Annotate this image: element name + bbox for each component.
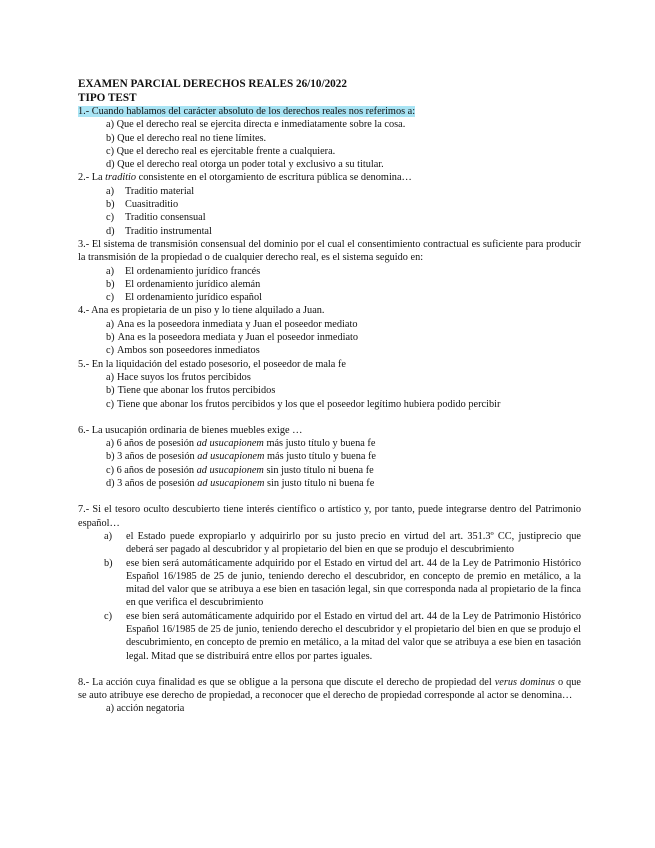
question-6 [78,424,581,490]
question-5 [78,358,581,411]
question-4 [78,304,581,357]
question-1-option-a: a) Que el derecho real se ejercita directa e inmediatamente sobre la cosa. [106,119,406,131]
question-3 [78,238,581,304]
question-7-option-c: c) ese bien será automáticamente adquirido por el Estado en virtud del art. 44 de la Ley de Patrimonio Histórico Español 16/1985 de 25 de junio, teniendo derecho el descubridor y el propietario del bien en que se produjo el descubrimiento, en concepto de premio en metálico, a la mitad del valor que se atribuya a ese bien en tasación legal. Mitad que se distribuirá entre ellos por partes iguales. [104,610,581,662]
question-3-option-b: b) El ordenamiento jurídico alemán [106,278,261,290]
question-7-option-b: b) ese bien será automáticamente adquirido por el Estado en virtud del art. 44 de la Ley de Patrimonio Histórico Español 16/1985 de 25 de junio, teniendo derecho el descubridor, en concepto de premio en metálico, a la mitad del valor que se atribuya a ese bien en tasación legal, sin que corresponda nada al propietario de la finca en que verifica el descubrimiento [104,557,581,609]
question-3-option-a: a) El ordenamiento jurídico francés [106,265,261,277]
question-5-option-b: b) Tiene que abonar los frutos percibidos [106,385,276,397]
question-7-option-a: a) el Estado puede expropiarlo y adquirirlo por su justo precio en virtud del art. 351.3º CC, justiprecio que deberá ser pagado al descubridor y al propietario del bien en que se produjo el descubrimiento [104,530,581,556]
question-3-option-c: c) El ordenamiento jurídico español [106,292,262,304]
question-5-option-a: a) Hace suyos los frutos percibidos [106,371,251,383]
exam-subtitle: TIPO TEST [78,92,137,104]
question-4-text: 4.- Ana es propietaria de un piso y lo tiene alquilado a Juan. [78,305,325,317]
exam-title: EXAMEN PARCIAL DERECHOS REALES 26/10/2022 [78,78,347,90]
question-2-option-a: a) Traditio material [106,185,195,197]
question-2-text: 2.- La traditio consistente en el otorgamiento de escritura pública se denomina… [78,172,412,184]
question-6-text: 6.- La usucapión ordinaria de bienes muebles exige … [78,424,303,436]
question-8-option-a: a) acción negatoria [106,703,185,715]
question-4-option-b: b) Ana es la poseedora mediata y Juan el poseedor inmediato [106,332,359,344]
question-2-option-d: d) Traditio instrumental [106,225,212,237]
question-1-option-b: b) Que el derecho real no tiene límites. [106,132,267,144]
question-2-option-c: c) Traditio consensual [106,212,206,224]
question-5-option-c: c) Tiene que abonar los frutos percibidos y los que el poseedor legítimo hubiera podido percibir [106,398,501,410]
question-2-option-b: b) Cuasitraditio [106,199,179,211]
question-1-option-c: c) Que el derecho real es ejercitable frente a cualquiera. [106,145,336,157]
question-6-option-c: c) 6 años de posesión ad usucapionem sin justo título ni buena fe [106,464,374,476]
question-7-text: 7.- Si el tesoro oculto descubierto tiene interés científico o artístico y, por tanto, puede integrarse dentro del Patrimonio español… [78,504,581,529]
question-1-text: 1.- Cuando hablamos del carácter absoluto de los derechos reales nos referimos a: [78,106,416,117]
question-6-option-a: a) 6 años de posesión ad usucapionem más justo título y buena fe [106,438,376,450]
question-4-option-c: c) Ambos son poseedores inmediatos [106,345,260,357]
question-7 [78,503,581,663]
question-8-text: 8.- La acción cuya finalidad es que se obligue a la persona que discute el derecho de propiedad del verus dominus o que se auto atribuye ese derecho de propiedad, a reconocer que el derecho de propiedad corresponde al actor se denomina… [78,676,582,702]
question-2 [78,171,581,237]
question-6-option-d: d) 3 años de posesión ad usucapionem sin justo título ni buena fe [106,478,375,490]
question-4-option-a: a) Ana es la poseedora inmediata y Juan el poseedor mediato [106,318,358,330]
question-6-option-b: b) 3 años de posesión ad usucapionem más justo título y buena fe [106,451,376,463]
question-8 [78,676,581,716]
exam-page [78,77,581,716]
question-3-text: 3.- El sistema de transmisión consensual del dominio por el cual el consentimiento contractual es suficiente para producir la transmisión de la propiedad o de cualquier derecho real, es el sistema seguido en: [78,238,581,264]
question-1 [78,105,581,171]
question-5-text: 5.- En la liquidación del estado posesorio, el poseedor de mala fe [78,358,346,370]
question-1-option-d: d) Que el derecho real otorga un poder total y exclusivo a su titular. [106,159,384,171]
